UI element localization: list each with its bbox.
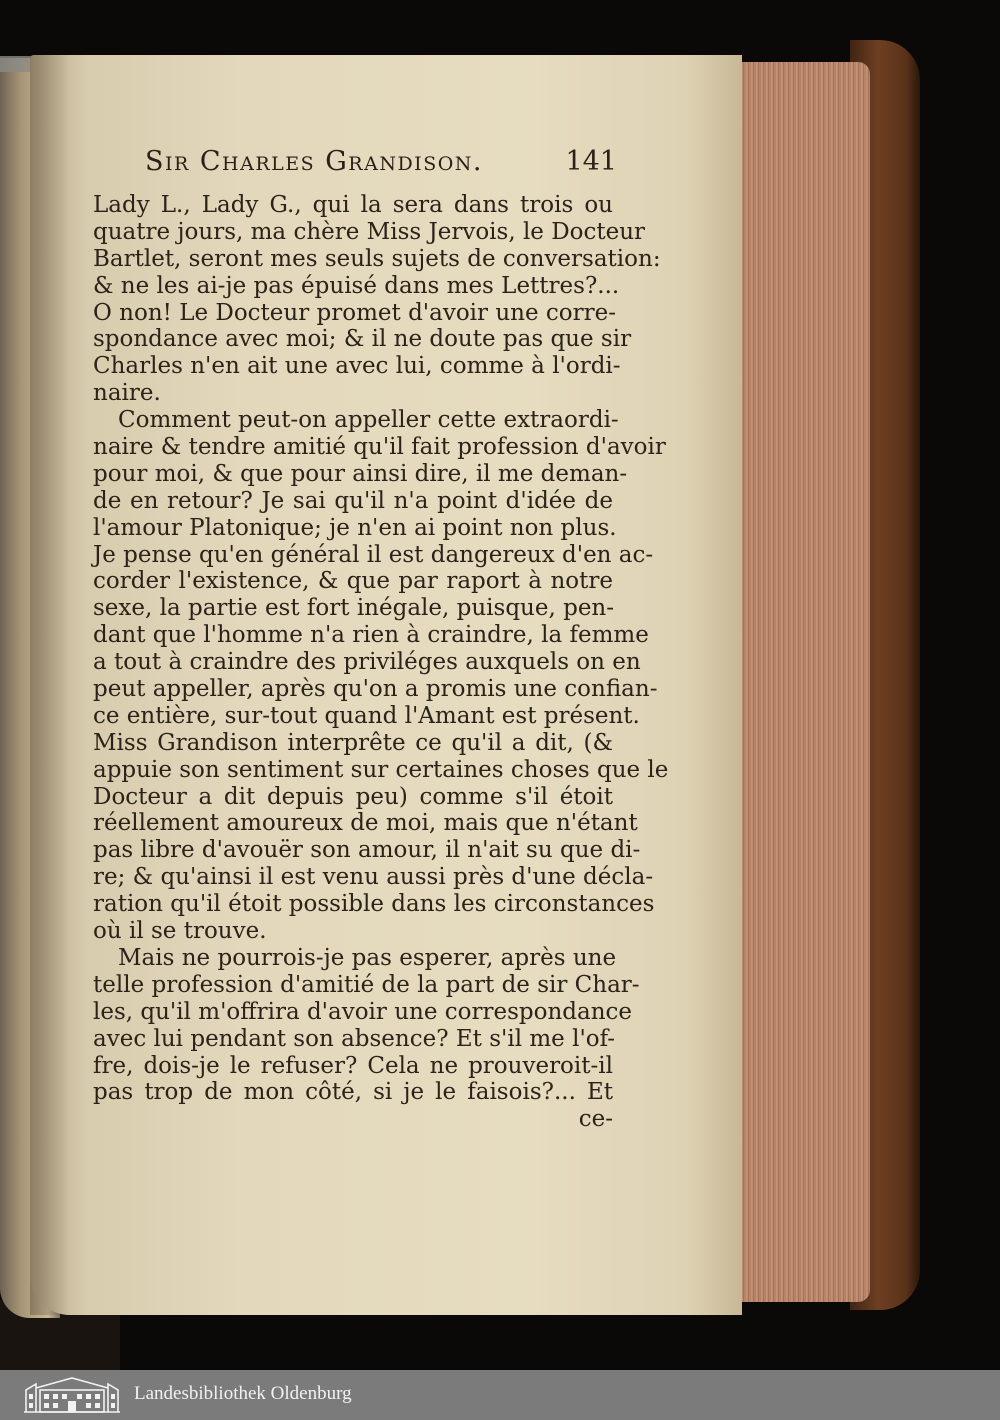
text-line: Comment peut-on appeller cette extraordi-	[118, 407, 619, 434]
text-line: pas libre d'avouër son amour, il n'ait su que di-	[93, 837, 641, 864]
text-line: naire & tendre amitié qu'il fait profession d'avoir	[93, 434, 666, 461]
text-line: Lady L., Lady G., qui la sera dans trois ou	[93, 192, 613, 218]
text-line: corder l'existence, & que par raport à notre	[93, 568, 613, 595]
text-line: Je pense qu'en général il est dangereux d'en ac-	[93, 541, 654, 568]
text-line: où il se trouve.	[93, 918, 267, 945]
text-line: les, qu'il m'offrira d'avoir une correspondance	[93, 998, 633, 1025]
text-line: ce entière, sur-tout quand l'Amant est présent.	[93, 702, 640, 729]
text-line: appuie son sentiment sur certaines choses que le	[93, 756, 669, 783]
text-line: pas trop de mon côté, si je le faisois?... Et	[93, 1079, 613, 1106]
text-line: spondance avec moi; & il ne doute pas que sir	[93, 326, 632, 353]
library-building-icon	[22, 1376, 122, 1414]
text-line: l'amour Platonique; je n'en ai point non plus.	[93, 514, 617, 541]
running-title: Sir Charles Grandison.	[145, 146, 483, 177]
text-line: pour moi, & que pour ainsi dire, il me deman-	[93, 460, 628, 487]
text-line: réellement amoureux de moi, mais que n'étant	[93, 810, 638, 837]
text-line: naire.	[93, 380, 161, 407]
text-line: Bartlet, seront mes seuls sujets de conversation:	[93, 245, 661, 272]
text-line: Charles n'en ait une avec lui, comme à l'ordi-	[93, 353, 621, 380]
page-text	[93, 192, 669, 1133]
text-line: ration qu'il étoit possible dans les circonstances	[93, 891, 655, 918]
catchword: ce-	[578, 1106, 613, 1133]
text-line: a tout à craindre des priviléges auxquels on en	[93, 649, 641, 676]
text-line: O non! Le Docteur promet d'avoir une corre-	[93, 299, 616, 326]
text-line: de en retour? Je sai qu'il n'a point d'idée de	[93, 487, 613, 514]
library-footer	[0, 1370, 1000, 1420]
page-gutter-shadow	[30, 55, 70, 1315]
text-line: Mais ne pourrois-je pas esperer, après une	[118, 944, 617, 971]
text-line: Miss Grandison interprête ce qu'il a dit, (&	[93, 729, 613, 756]
text-line: peut appeller, après qu'on a promis une confian-	[93, 676, 658, 703]
text-line: & ne les ai-je pas épuisé dans mes Lettres?...	[93, 272, 620, 299]
text-line: quatre jours, ma chère Miss Jervois, le Docteur	[93, 218, 646, 245]
page-number: 141	[565, 146, 617, 177]
page-edges	[735, 62, 870, 1302]
library-name: Landesbibliothek Oldenburg	[134, 1383, 352, 1404]
text-line: fre, dois-je le refuser? Cela ne prouveroit-il	[93, 1052, 613, 1079]
text-line: re; & qu'ainsi il est venu aussi près d'une décla-	[93, 864, 654, 891]
text-line: sexe, la partie est fort inégale, puisque, pen-	[93, 595, 615, 622]
text-line: avec lui pendant son absence? Et s'il me l'of-	[93, 1025, 616, 1052]
page-header	[145, 146, 617, 186]
text-line: telle profession d'amitié de la part de sir Char-	[93, 971, 640, 998]
text-line: Docteur a dit depuis peu) comme s'il étoit	[93, 783, 613, 810]
text-line: dant que l'homme n'a rien à craindre, la femme	[93, 622, 649, 649]
